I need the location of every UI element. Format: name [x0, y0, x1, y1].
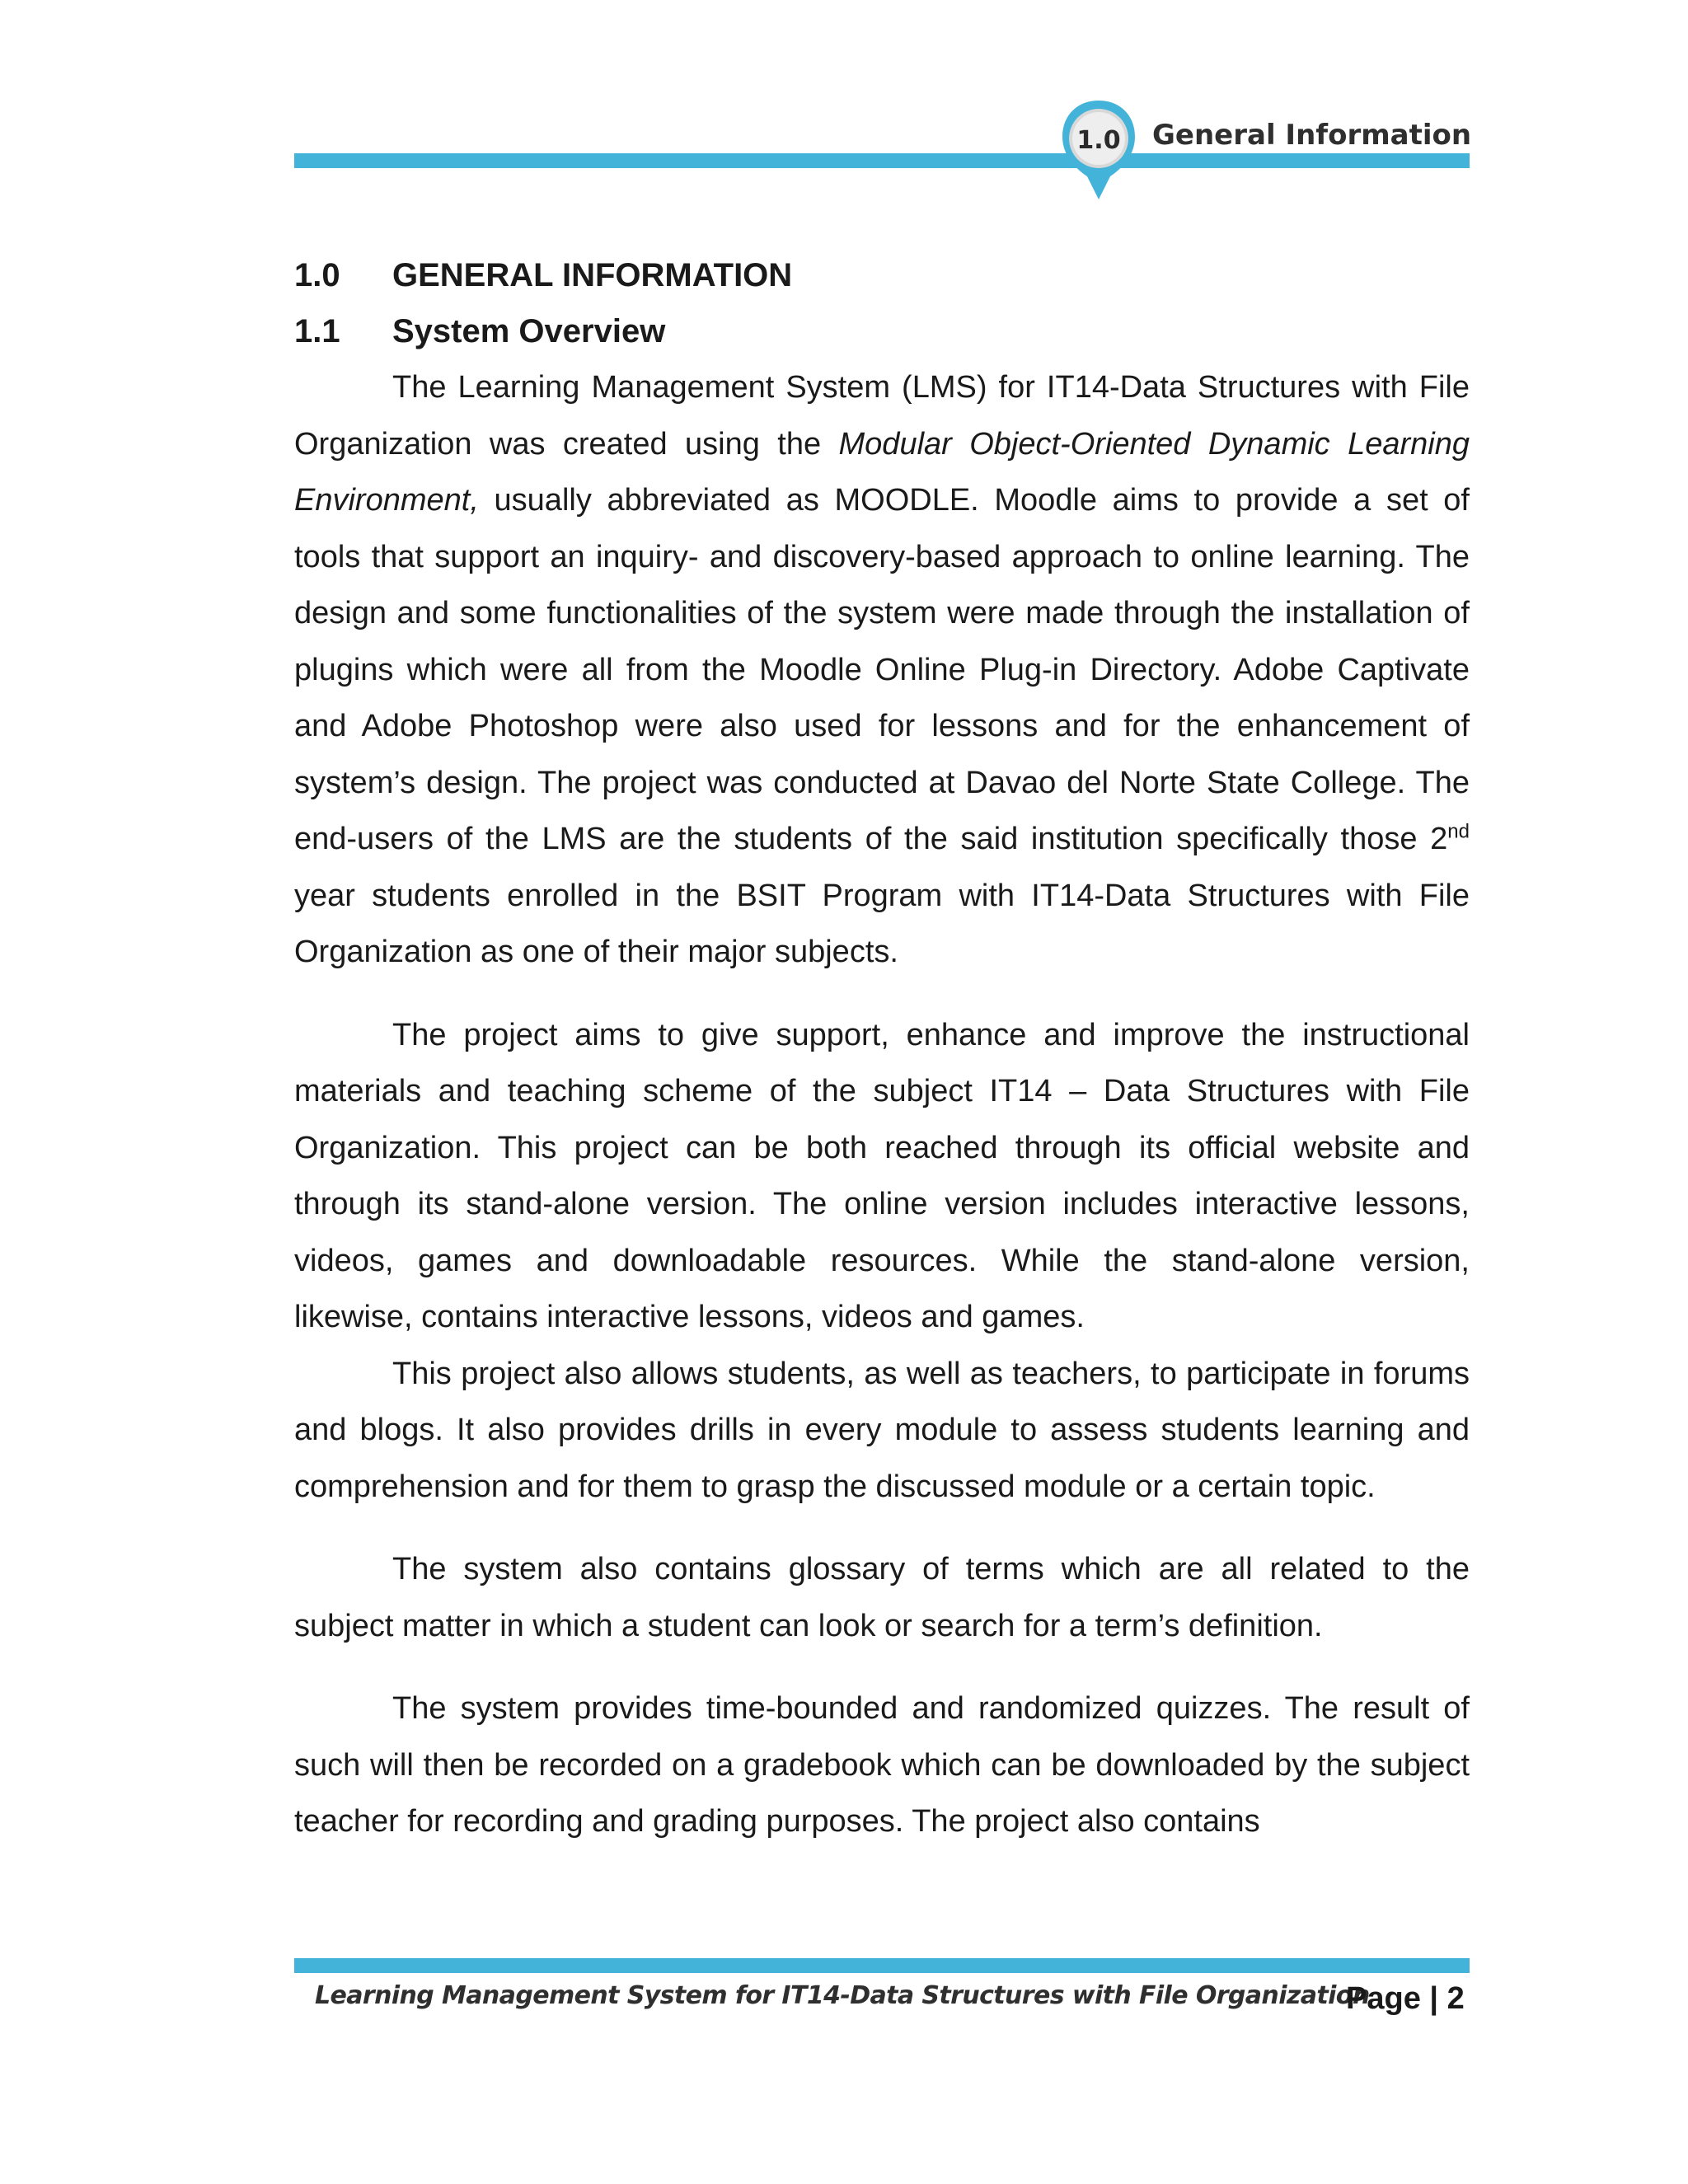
paragraph-aims [294, 1007, 1470, 1346]
document-body [294, 247, 1470, 1850]
paragraph-overview-superscript: nd [1447, 820, 1470, 843]
header-band [294, 153, 1470, 168]
paragraph-overview-italic: Modular Object-Oriented Dynamic Learning Environment, [294, 426, 1470, 518]
page-number: Page | 2 [1346, 1981, 1465, 2016]
paragraph-overview-text-c: year students enrolled in the BSIT Program with IT14-Data Structures with File Organization as one of their major subjects. [294, 878, 1470, 969]
paragraph-overview-text-a: The Learning Management System (LMS) for IT14-Data Structures with File Organization was created using the [294, 370, 1470, 462]
paragraph-aims-text: The project aims to give support, enhance and improve the instructional materials and teaching scheme of the subject IT14 – Data Structures with File Organization. This project can be both reached through its official website and through its stand-alone version. The online version includes interactive lessons, videos, games and downloadable resources. While the stand-alone version, likewise, contains interactive lessons, videos and games. [294, 1017, 1470, 1334]
paragraph-quizzes [294, 1680, 1470, 1850]
paragraph-overview [294, 359, 1470, 981]
paragraph-glossary-text: The system also contains glossary of terms which are all related to the subject matter in which a student can look or search for a term’s definition. [294, 1552, 1470, 1643]
paragraph-overview-text-b: usually abbreviated as MOODLE. Moodle aims to provide a set of tools that support an inquiry- and discovery-based approach to online learning. The design and some functionalities of the system were made through the installation of plugins which were all from the Moodle Online Plug-in Directory. Adobe Captivate and Adobe Photoshop were also used for lessons and for the enhancement of system’s design. The project was conducted at Davao del Norte State College. The end-users of the LMS are the students of the said institution specifically those 2 [294, 483, 1470, 856]
subsection-title: System Overview [392, 313, 666, 349]
paragraph-glossary [294, 1541, 1470, 1654]
footer-title: Learning Management System for IT14-Data Structures with File Organization [315, 1981, 1370, 2010]
section-heading [294, 247, 1470, 303]
paragraph-forums [294, 1346, 1470, 1516]
paragraph-quizzes-text: The system provides time-bounded and randomized quizzes. The result of such will then be recorded on a gradebook which can be downloaded by the subject teacher for recording and grading purposes. The project also contains [294, 1691, 1470, 1839]
section-number: 1.0 [294, 257, 340, 293]
subsection-number: 1.1 [294, 313, 340, 349]
paragraph-forums-text: This project also allows students, as well as teachers, to participate in forums and blogs. It also provides drills in every module to assess students learning and comprehension and for them to grasp the discussed module or a certain topic. [294, 1356, 1470, 1504]
section-marker-number: 1.0 [1076, 126, 1121, 155]
section-title: GENERAL INFORMATION [392, 257, 793, 293]
header-title: General Information [1152, 119, 1472, 152]
section-marker-icon [1059, 97, 1138, 203]
subsection-heading [294, 303, 1470, 359]
footer-band [294, 1958, 1470, 1973]
